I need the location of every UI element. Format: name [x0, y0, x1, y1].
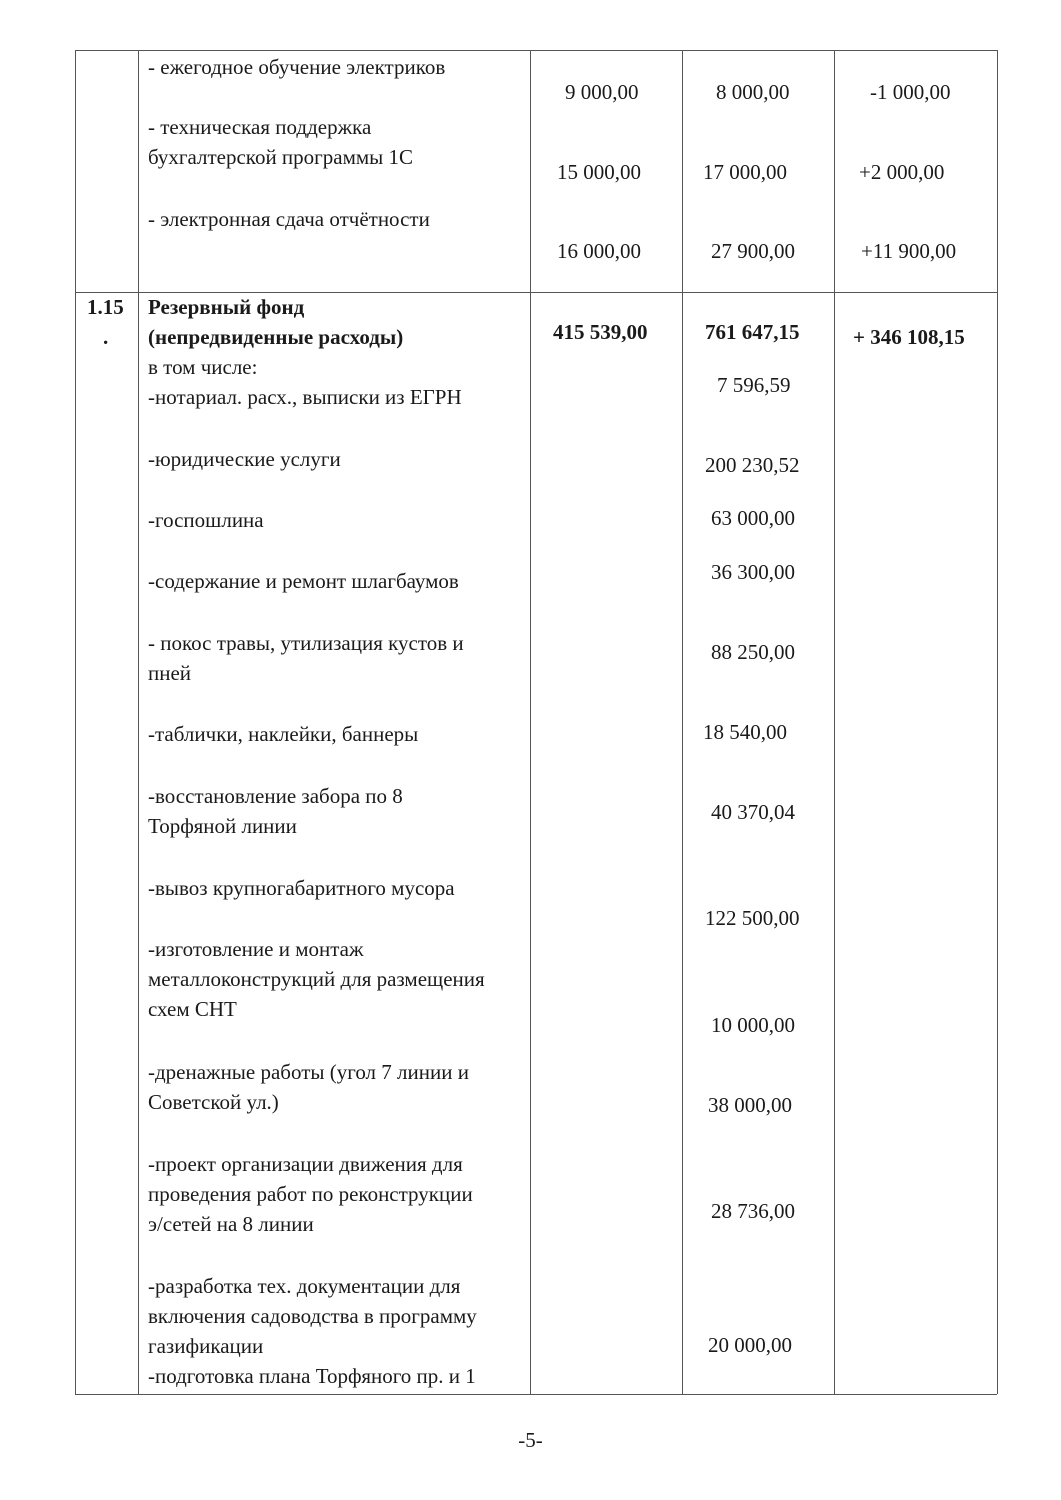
item-label: бухгалтерской программы 1С [148, 145, 414, 169]
budget-table [75, 50, 997, 1394]
item-label: -восстановление забора по 8 [148, 784, 403, 808]
item-label: газификации [148, 1334, 264, 1358]
row-number: 1.15 [87, 295, 124, 319]
item-label: - покос травы, утилизация кустов и [148, 631, 464, 655]
plan-total: 415 539,00 [553, 320, 648, 344]
item-label: пней [148, 661, 192, 685]
item-label: -содержание и ремонт шлагбаумов [148, 569, 459, 593]
column-divider [682, 50, 683, 1394]
item-label: -изготовление и монтаж [148, 937, 364, 961]
plan-value: 16 000,00 [557, 239, 641, 263]
actual-value: 27 900,00 [711, 239, 795, 263]
item-amount: 18 540,00 [703, 720, 787, 744]
item-label: -подготовка плана Торфяного пр. и 1 [148, 1364, 476, 1388]
item-label: -разработка тех. документации для [148, 1274, 461, 1298]
item-label: -дренажные работы (угол 7 линии и [148, 1060, 469, 1084]
plan-value: 9 000,00 [565, 80, 639, 104]
column-divider [530, 50, 531, 1394]
table-border-right [997, 50, 998, 1394]
item-label: - электронная сдача отчётности [148, 207, 430, 231]
table-border-bottom [75, 1394, 997, 1395]
item-label: -юридические услуги [148, 447, 341, 471]
diff-value: +11 900,00 [861, 239, 957, 263]
item-label: проведения работ по реконструкции [148, 1182, 473, 1206]
section-title: (непредвиденные расходы) [148, 325, 404, 349]
actual-value: 17 000,00 [703, 160, 787, 184]
page-number: -5- [518, 1428, 543, 1452]
item-label: -таблички, наклейки, баннеры [148, 722, 419, 746]
item-amount: 36 300,00 [711, 560, 795, 584]
table-border-left [75, 50, 76, 1394]
item-amount: 20 000,00 [708, 1333, 792, 1357]
item-amount: 40 370,04 [711, 800, 795, 824]
item-label: Советской ул.) [148, 1090, 279, 1114]
item-label: -нотариал. расх., выписки из ЕГРН [148, 385, 462, 409]
diff-value: +2 000,00 [859, 160, 945, 184]
item-label: - техническая поддержка [148, 115, 372, 139]
item-label: - ежегодное обучение электриков [148, 55, 446, 79]
item-amount: 122 500,00 [705, 906, 800, 930]
diff-value: -1 000,00 [870, 80, 951, 104]
section-subtitle: в том числе: [148, 355, 258, 379]
section-title: Резервный фонд [148, 295, 305, 319]
item-amount: 88 250,00 [711, 640, 795, 664]
item-label: -госпошлина [148, 508, 264, 532]
item-amount: 63 000,00 [711, 506, 795, 530]
item-amount: 200 230,52 [705, 453, 800, 477]
item-label: включения садоводства в программу [148, 1304, 477, 1328]
column-divider [138, 50, 139, 1394]
column-divider [834, 50, 835, 1394]
item-label: э/сетей на 8 линии [148, 1212, 314, 1236]
item-amount: 7 596,59 [717, 373, 791, 397]
item-label: Торфяной линии [148, 814, 297, 838]
item-label: -вывоз крупногабаритного мусора [148, 876, 455, 900]
table-border-top [75, 50, 997, 51]
plan-value: 15 000,00 [557, 160, 641, 184]
actual-total: 761 647,15 [705, 320, 800, 344]
item-amount: 10 000,00 [711, 1013, 795, 1037]
item-label: -проект организации движения для [148, 1152, 463, 1176]
row-number-dot: . [103, 325, 109, 349]
item-amount: 38 000,00 [708, 1093, 792, 1117]
actual-value: 8 000,00 [716, 80, 790, 104]
item-label: схем СНТ [148, 997, 237, 1021]
diff-total: + 346 108,15 [853, 325, 965, 349]
item-label: металлоконструкций для размещения [148, 967, 485, 991]
item-amount: 28 736,00 [711, 1199, 795, 1223]
